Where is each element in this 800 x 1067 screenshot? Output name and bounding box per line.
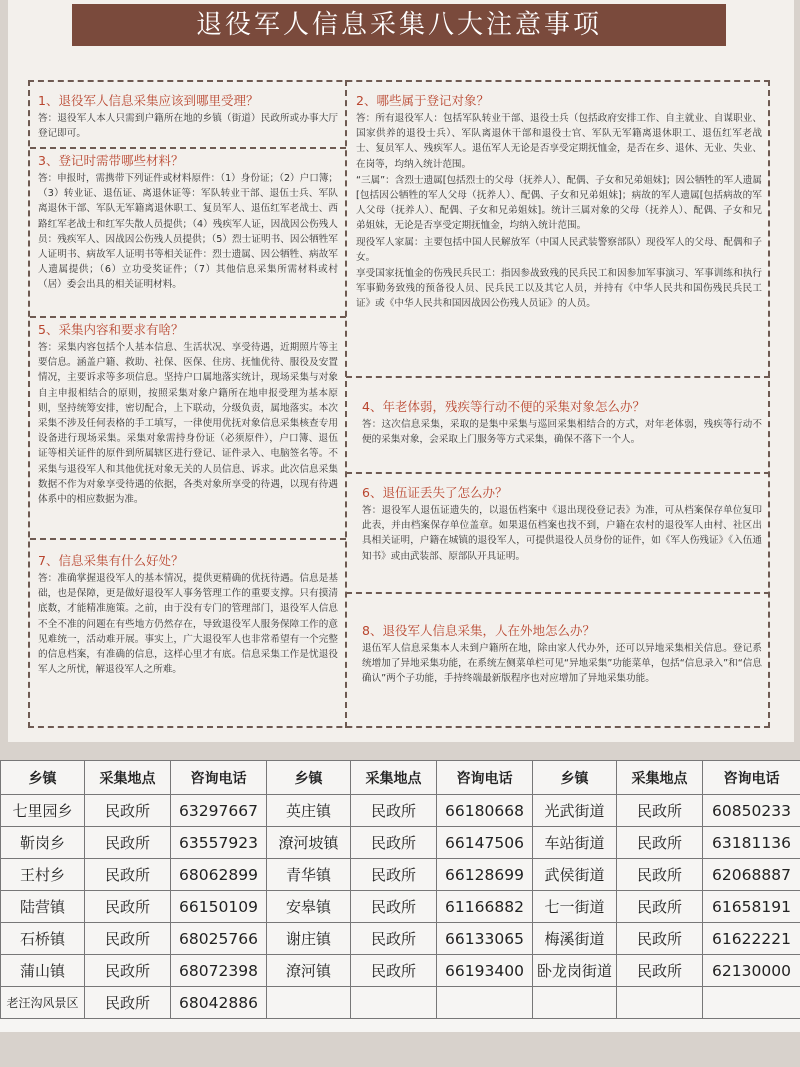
section-8-text: 退伍军人信息采集本人未到户籍所在地，除由家人代办外，还可以异地采集相关信息。登记系统增加了异地采集功能，在系统左侧菜单栏可见“异地采集”功能菜单，包括“信息录入”和“信息确认”两个子功能，手持终端最新版程序也对应增加了异地采集功能。 [362,643,762,685]
header-location-2: 采集地点 [351,761,437,795]
table-row [1,859,800,891]
divider-left-1 [30,147,346,149]
section-5-text: 答：采集内容包括个人基本信息、生活状况、享受待遇，近期照片等主要信息。涵盖户籍、救助、社保、医保、住房、抚恤优待、服役及安置情况，主要诉求等多项信息。坚持户口属地落实统计，现场采集与对象自主申报相结合的原则，按照采集对象户籍所在地申报受理为基本原则，坚持统筹安排，密切配合，上下联动，分级负责，属地落实。本次采集不涉及任何表格的手工填写，一律使用优抚对象信息采集核查专用设备进行现场采集。采集对象需持身份证（必须原件），户口簿、退伍证等相关证件的原件到所属辖区进行登记、证件录入、电脑签名等。不采集与退役军人和其他优抚对象无关的人员信息、诉求。此次信息采集数据不作为对象享受待遇的依据，各类对象所享受的待遇，以现有待遇体系中的相应数据为准。 [38,342,338,506]
cell-empty [703,987,800,1019]
cell-location: 民政所 [617,891,703,923]
cell-location: 民政所 [85,859,171,891]
header-town-1: 乡镇 [1,761,85,795]
table-row [1,987,800,1019]
cell-location: 民政所 [351,891,437,923]
table-header-row [1,761,800,795]
cell-town: 老汪沟风景区 [1,987,85,1019]
cell-location: 民政所 [85,827,171,859]
section-1-heading: 1、退役军人信息采集应该到哪里受理？ [38,93,259,108]
section-1 [38,92,338,141]
section-1-text: 答：退役军人本人只需到户籍所在地的乡镇（街道）民政所或办事大厅登记即可。 [38,113,338,140]
section-2-text-4: 享受国家抚恤金的伤残民兵民工：指因参战致残的民兵民工和因参加军事演习、军事训练和执行军事勤务致残的预备役人员、民兵民工以及其它人员，并持有《中华人民共和国伤残民兵民工证》或《中华人民共和国因战因公伤残人员证》的人员。 [356,268,762,310]
cell-town: 安皋镇 [267,891,351,923]
divider-right-2 [346,472,770,474]
section-4 [362,398,762,447]
cell-town: 七里园乡 [1,795,85,827]
cell-town: 七一街道 [533,891,617,923]
cell-town: 青华镇 [267,859,351,891]
cell-phone: 62068887 [703,859,800,891]
section-6 [362,484,762,564]
cell-town: 陆营镇 [1,891,85,923]
cell-location: 民政所 [85,795,171,827]
section-2-text-3: 现役军人家属：主要包括中国人民解放军（中国人民武装警察部队）现役军人的父母、配偶和子女。 [356,236,762,263]
section-7-heading: 7、信息采集有什么好处？ [38,553,184,568]
cell-location: 民政所 [617,923,703,955]
section-2 [356,92,762,312]
cell-phone: 68042886 [171,987,267,1019]
cell-town: 靳岗乡 [1,827,85,859]
cell-location: 民政所 [351,923,437,955]
cell-phone: 63557923 [171,827,267,859]
section-8-heading: 8、退役军人信息采集，人在外地怎么办？ [362,623,595,638]
section-5 [38,321,338,507]
cell-phone: 66193400 [437,955,533,987]
table-row [1,955,800,987]
section-3 [38,152,338,293]
cell-location: 民政所 [351,795,437,827]
section-6-heading: 6、退伍证丢失了怎么办？ [362,485,508,500]
section-8 [362,622,762,687]
header-location-3: 采集地点 [617,761,703,795]
divider-left-3 [30,538,346,540]
header-town-3: 乡镇 [533,761,617,795]
cell-town: 英庄镇 [267,795,351,827]
cell-phone: 61622221 [703,923,800,955]
cell-town: 王村乡 [1,859,85,891]
header-phone-1: 咨询电话 [171,761,267,795]
cell-town: 潦河镇 [267,955,351,987]
table-row [1,923,800,955]
cell-location: 民政所 [351,955,437,987]
cell-town: 蒲山镇 [1,955,85,987]
cell-phone: 68062899 [171,859,267,891]
divider-right-3 [346,592,770,594]
table-row [1,795,800,827]
cell-empty [267,987,351,1019]
cell-phone: 62130000 [703,955,800,987]
header-town-2: 乡镇 [267,761,351,795]
cell-town: 潦河坡镇 [267,827,351,859]
cell-town: 车站街道 [533,827,617,859]
cell-empty [617,987,703,1019]
cell-phone: 66128699 [437,859,533,891]
divider-right-1 [346,376,770,378]
divider-left-2 [30,316,346,318]
cell-empty [351,987,437,1019]
table-row [1,827,800,859]
poster-title: 退役军人信息采集八大注意事项 [72,4,726,46]
section-3-heading: 3、登记时需带哪些材料？ [38,153,184,168]
section-5-heading: 5、采集内容和要求有啥？ [38,322,184,337]
header-location-1: 采集地点 [85,761,171,795]
section-2-text-2: “三属”：含烈士遗属[包括烈士的父母（抚养人）、配偶、子女和兄弟姐妹]；因公牺牲的军人遗属[包括因公牺牲的军人父母（抚养人）、配偶、子女和兄弟姐妹]；病故的军人遗属[包括病故的军人父母（抚养人）、配偶、子女和兄弟姐妹]。统计三属对象的父母（抚养人）、配偶、子女和兄弟姐妹，无论是否享受定期抚恤金，均纳入统计范围。 [356,174,762,232]
cell-town: 梅溪街道 [533,923,617,955]
header-phone-2: 咨询电话 [437,761,533,795]
section-6-text: 答：退役军人退伍证遗失的，以退伍档案中《退出现役登记表》为准，可从档案保存单位复印此表，并由档案保存单位盖章。如果退伍档案也找不到，户籍在农村的退役军人由村、社区出具相关证明，户籍在城镇的退役军人，可提供退役人员身份的证件，如《军人伤残证》《入伍通知书》或由武装部、原部队开具证明。 [362,505,762,562]
section-7-text: 答：准确掌握退役军人的基本情况，提供更精确的优抚待遇。信息是基础，也是保障，更是做好退役军人事务管理工作的重要支撑。只有摸清底数，才能精准施策。之前，由于没有专门的管理部门，退役军人信息不全不准的问题在有些地方仍然存在，导致退役军人服务保障工作的意见难统一，活动难开展。事实上，广大退役军人也非常希望有一个完整的信息档案，有准确的信息，这样心里才有底。信息采集工作是忧退役军人之所忧，解退役军人之所难。 [38,573,338,676]
cell-phone: 61166882 [437,891,533,923]
cell-location: 民政所 [85,955,171,987]
table-row [1,891,800,923]
cell-phone: 66180668 [437,795,533,827]
cell-phone: 66133065 [437,923,533,955]
cell-phone: 60850233 [703,795,800,827]
cell-town: 卧龙岗街道 [533,955,617,987]
section-2-heading: 2、哪些属于登记对象？ [356,93,489,108]
cell-town: 石桥镇 [1,923,85,955]
cell-phone: 63181136 [703,827,800,859]
cell-town: 武侯街道 [533,859,617,891]
cell-town: 光武街道 [533,795,617,827]
cell-empty [533,987,617,1019]
column-divider [345,80,347,728]
cell-location: 民政所 [85,987,171,1019]
section-4-text: 答：这次信息采集，采取的是集中采集与巡回采集相结合的方式，对年老体弱，残疾等行动不便的采集对象，会采取上门服务等方式采集，确保不落下一个人。 [362,419,762,446]
cell-location: 民政所 [617,955,703,987]
section-2-text-1: 答：所有退役军人：包括军队转业干部、退役士兵（包括政府安排工作、自主就业、自谋职业、国家供养的退役士兵）、军队离退休干部和退役士官、军队无军籍离退休职工、退伍红军老战士、复员军人、残疾军人。退伍军人无论是否享受定期抚恤金，是否在乡、退休、无业、失业、在岗等，均纳入统计范围。 [356,113,762,170]
section-3-text: 答：申报时，需携带下列证件或材料原件：（1）身份证；（2）户口簿；（3）转业证、退伍证、离退休证等：军队转业干部、退伍士兵、军队离退休干部、军队无军籍离退休职工、复员军人、退伍红军老战士、西路红军老战士和红军失散人员提供；（4）残疾军人证，因战因公伤残人员：残疾军人、因战因公伤残人员提供；（5）烈士证明书、因公牺牲军人证明书、病故军人证明书等相关证件：烈士遗属、因公牺牲、病故军人遗属提供；（6）立功受奖证件；（7）其他信息采集所需材料或村（居）委会出具的相关证明材料。 [38,173,339,291]
cell-location: 民政所 [85,891,171,923]
cell-location: 民政所 [351,827,437,859]
cell-empty [437,987,533,1019]
section-7 [38,552,338,677]
cell-location: 民政所 [351,859,437,891]
cell-phone: 66150109 [171,891,267,923]
section-4-heading: 4、年老体弱，残疾等行动不便的采集对象怎么办？ [362,399,645,414]
cell-town: 谢庄镇 [267,923,351,955]
cell-phone: 66147506 [437,827,533,859]
cell-phone: 61658191 [703,891,800,923]
header-phone-3: 咨询电话 [703,761,800,795]
cell-phone: 68072398 [171,955,267,987]
cell-location: 民政所 [617,827,703,859]
cell-location: 民政所 [617,859,703,891]
cell-location: 民政所 [617,795,703,827]
contact-table-wrap [0,760,800,1032]
cell-phone: 68025766 [171,923,267,955]
cell-location: 民政所 [85,923,171,955]
contact-table [0,760,800,1019]
cell-phone: 63297667 [171,795,267,827]
